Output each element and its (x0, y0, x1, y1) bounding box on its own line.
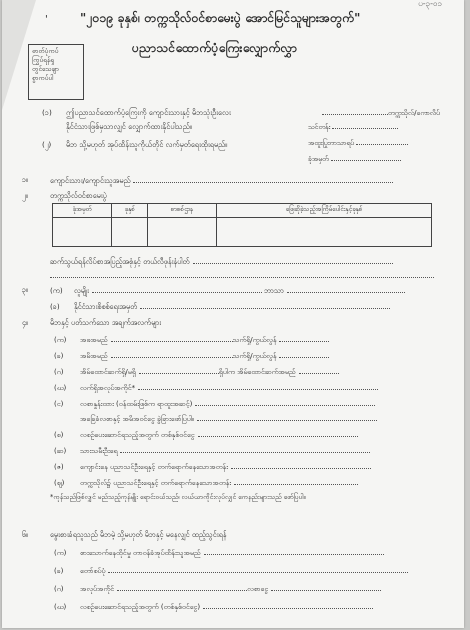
university-field[interactable] (320, 108, 440, 119)
income-row[interactable]: (စ) လစဉ်ပေးဆောင်ရသည့်အတွက် တစ်နှစ်ဝင်ငွေ (54, 429, 358, 441)
item-text: လူမျိုး (74, 286, 89, 295)
parents-title (22, 318, 162, 329)
univ-children-row[interactable]: (ဈ) တက္ကသိုလ်၌ ပညာသင်ဦးရေနှင့် တက်ရောက်နေသောအတန်း (54, 477, 358, 489)
table-cell[interactable] (217, 218, 432, 247)
application-form-page (2, 0, 464, 628)
race-row[interactable] (22, 285, 405, 297)
field-label: တက္ကသိုလ်/ကောလိပ် (388, 109, 440, 117)
field-label: သင်တန်း (308, 123, 331, 131)
occupation-row[interactable]: (ဃ) လက်ရှိအလုပ်အကိုင်* (54, 382, 378, 394)
section-num: ၁။ (22, 175, 29, 184)
note-1 (42, 108, 231, 119)
item-mid: ဘာသာ (264, 286, 284, 295)
photo-box-line: ဓာတ်ပုံကပ် (32, 47, 59, 55)
photo-box-line: စွာကပ်ပါ (32, 74, 54, 82)
major-field[interactable] (308, 138, 408, 149)
salary-row[interactable]: (င) လစာနှုန်းထား (ဝန်ထမ်းဖြစ်က ရာထူးအဆင့်) (54, 398, 375, 410)
mother-row[interactable]: (ခ) အမိအမည် သက်ရှိ/ကွယ်လွန် (54, 350, 329, 362)
note-2 (42, 140, 227, 151)
note-num: (၁) (42, 108, 52, 117)
section-num: ၆။ (22, 530, 29, 539)
address-line[interactable] (50, 276, 434, 278)
course-field[interactable] (308, 122, 398, 133)
photo-box-line: တွင်သေချာ (32, 65, 59, 73)
nrc-row[interactable] (50, 301, 390, 313)
relation-row[interactable]: (ခ) တော်စပ်ပုံ (54, 565, 408, 577)
salary-detail-row[interactable]: အခြေခံလစာနှင့် အမိအဝင်ငွေ ခွဲခြားဖော်ပြပါ။ (54, 413, 377, 425)
form-title-line2: ပညာသင်ထောက်ပံ့ကြေးလျှောက်လွှာ (132, 41, 298, 55)
marital-row[interactable]: (ဂ) အိမ်ထောင်ဆက်ရှိ/မရှိ ရှိပါက အိမ်ထောင်ဆက်အမည် (54, 366, 339, 378)
form-code: ပ-၃-၀၁ (418, 0, 442, 8)
exam-row (22, 191, 107, 202)
footnote: *ကုန်သည်ဖြစ်လျှင် မည်သည့်ကုန်မျိုး ရောင်းဝယ်သည်၊ လယ်ယာကိုင်းလုပ်လျှင် ကေနည်းများသည် ဖော်ပြပါ။ (50, 493, 306, 501)
guardian-name-row[interactable]: (က) စားသောက်နေထိုင်မှု တာဝန်ခံအုပ်ထိန်းသူအမည် (54, 547, 384, 559)
guardian-title (22, 530, 227, 541)
note-text: နိုင်ငံသားဖြစ်မှသာလျှင် လျှောက်ထားနိုင်ပါသည်။ (66, 122, 192, 131)
children-row[interactable]: (ဆ) သားသမီးဦးရေ (54, 445, 370, 457)
note-text: ဤပညာသင်ထောက်ပံ့ကြေးကို ကျောင်းသားနှင့် မိဘသုံးဦးလေး (66, 108, 231, 117)
section-num: ၄။ (22, 318, 29, 327)
address-row[interactable] (50, 256, 393, 268)
section-title: မွေးစားခံရသူသည် မိဘမဲ့ သို့မဟုတ် မိဘနှင့် မနေလျှင် ထည့်သွင်းရန် (50, 530, 227, 539)
table-cell[interactable] (112, 218, 148, 247)
guardian-income-row[interactable]: (ဃ) လစဉ်ပေးဆောင်ရသည့်အတွက် (တစ်နှစ်ဝင်ငွေ) (54, 601, 373, 613)
table-cell[interactable] (148, 218, 217, 247)
photo-box-line: ကြွပ်ရန်ရှ (32, 56, 54, 64)
table-header: ခုနှစ် (112, 204, 148, 218)
note-num: (၂) (42, 140, 52, 149)
guardian-job-row[interactable]: (ဂ) အလုပ်အကိုင် လစာငွေ (54, 583, 381, 595)
address-label: ဆက်သွယ်ရန်လိပ်စာအပြည့်အစုံနှင့် တယ်လီဖုန်းနံပါတ် (50, 257, 190, 266)
note-text: မိဘ သို့မဟုတ် အုပ်ထိန်းသူကိုယ်တိုင် လက်မှတ်ရေးထိုးရမည်။ (66, 140, 228, 149)
field-label: ခုံအမှတ် (308, 155, 329, 163)
table-cell[interactable] (53, 218, 112, 247)
father-row[interactable]: (က) အဖအမည် သက်ရှိ/ကွယ်လွန် (54, 334, 329, 346)
section-label: ကျောင်းသား/ကျောင်းသူအမည် (50, 176, 131, 185)
field-label: အထူးပြုဘာသာရပ် (308, 139, 355, 147)
form-title-line1: "၂၀၁၉ ခုနှစ်၊ တက္ကသိုလ်ဝင်စာမေးပွဲ အောင်မြင်သူများအတွက်" (80, 11, 361, 25)
item-label: (က) (50, 286, 63, 295)
item-text: နိုင်ငံသားစိစစ်ရေးအမှတ် (74, 302, 138, 311)
section-num: ၃။ (22, 285, 29, 294)
mark: ' (45, 14, 48, 25)
table-header: ဖြေဆိုခဲ့သည့်အကြိမ်ပေါင်းနှင့်ခုနှစ် (217, 204, 432, 218)
exam-table (52, 203, 432, 247)
section-label: တက္ကသိုလ်ဝင်စာမေးပွဲ (50, 191, 107, 200)
section-num: ၂။ (22, 191, 28, 200)
table-header: စာစစ်ဌာန (148, 204, 217, 218)
photo-box[interactable] (28, 44, 84, 100)
school-children-row[interactable]: (ဇ) ကျောင်းနေ ပညာသင်ဦးရေနှင့် တက်ရောက်နေသောအတန်း (54, 461, 371, 473)
note-1b (66, 122, 192, 133)
roll-field[interactable] (308, 154, 401, 165)
section-title: မိဘနှင့် ပတ်သက်သော အချက်အလက်များ (50, 318, 162, 327)
table-header: ခုံအမှတ် (53, 204, 112, 218)
item-label: (ခ) (50, 302, 60, 311)
student-name-row[interactable] (22, 175, 393, 187)
